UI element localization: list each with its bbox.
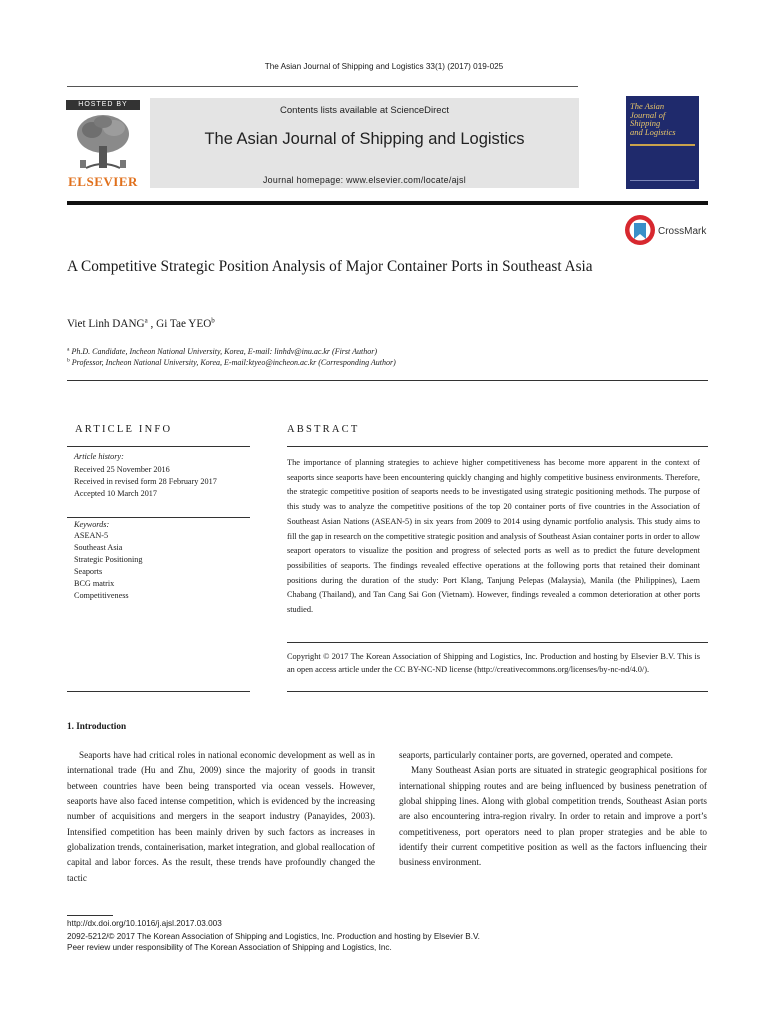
cover-decoration bbox=[630, 144, 695, 146]
history-item: Received 25 November 2016 bbox=[74, 465, 170, 474]
article-info-heading: ARTICLE INFO bbox=[75, 424, 173, 435]
section-rule bbox=[67, 380, 708, 381]
article-title: A Competitive Strategic Position Analysis of Major Container Ports in Southeast Asia bbox=[67, 258, 593, 275]
masthead-rule bbox=[67, 86, 578, 87]
keyword: ASEAN-5 bbox=[74, 531, 109, 540]
keyword: BCG matrix bbox=[74, 579, 115, 588]
abstract-heading: ABSTRACT bbox=[287, 424, 360, 435]
keywords-label: Keywords: bbox=[74, 520, 110, 529]
history-item: Accepted 10 March 2017 bbox=[74, 489, 157, 498]
keyword: Strategic Positioning bbox=[74, 555, 143, 564]
abstract-text: The importance of planning strategies to achieve higher competitiveness has become more apparent in the context of seaports since seaports have been encountering quickly changing and highly competitive business environments. Therefore, the strategic competitive position of seaports needs to be investigated using strategic positioning methods. The purpose of this study was to analyze the competitive positions of the top 20 container ports of five countries in the Association of Southeast Asian Nations (ASEAN-5) in six years from 2009 to 2014 using dynamic portfolio analysis. This study aims to fill the gap in research on the competitive strategic position and analysis of Southeast Asian container ports in order to allow seaport operators to visualize the position and progress of selected ports as well as to predict the future development possibilities of seaports. The findings revealed effective operations at the following ports that retained their dominant positions during the duration of the study: Port Klang, Tanjung Pelepas (Malaysia), Manila (the Philippines), Laem Chabang (Thailand), and Tan Cang Sai Gon (Vietnam). However, findings revealed a common deterioration at other ports studied. bbox=[287, 458, 700, 615]
crossmark-icon[interactable] bbox=[624, 214, 656, 246]
affiliation: $^a$ Ph.D. Candidate, Incheon National University, Korea, E-mail: linhdv@inu.ac.kr (First Author) bbox=[67, 346, 377, 356]
doi-link[interactable]: http://dx.doi.org/10.1016/j.ajsl.2017.03.003 bbox=[67, 919, 222, 928]
contents-available-line: Contents lists available at ScienceDirect bbox=[280, 105, 449, 116]
keyword: Seaports bbox=[74, 567, 103, 576]
journal-title: The Asian Journal of Shipping and Logistics bbox=[204, 130, 525, 148]
section-rule bbox=[287, 691, 708, 692]
running-header: The Asian Journal of Shipping and Logistics 33(1) (2017) 019-025 bbox=[264, 62, 504, 71]
author-separator: , bbox=[147, 318, 157, 330]
journal-cover bbox=[626, 96, 699, 189]
section-rule bbox=[67, 691, 250, 692]
keyword: Competitiveness bbox=[74, 591, 129, 600]
author-name[interactable]: Gi Tae YEO bbox=[156, 318, 212, 330]
cover-decoration bbox=[630, 180, 695, 181]
footnote-copyright: 2092-5212/© 2017 The Korean Association of Shipping and Logistics, Inc. Production and hosting by Elsevier B.V. bbox=[67, 932, 480, 941]
affiliation: $^b$ Professor, Incheon National University, Korea, E-mail:ktyeo@incheon.ac.kr (Corresponding Author) bbox=[67, 357, 396, 367]
footnote-rule bbox=[67, 915, 113, 916]
section-rule bbox=[287, 446, 708, 447]
paragraph: seaports, particularly container ports, are governed, operated and compete. bbox=[399, 750, 673, 760]
journal-banner bbox=[150, 98, 579, 188]
introduction-right-column bbox=[399, 748, 707, 871]
affiliation-mark: a bbox=[144, 316, 148, 325]
elsevier-logo bbox=[66, 100, 140, 189]
affiliation-mark: b bbox=[211, 316, 215, 325]
section-rule bbox=[67, 446, 250, 447]
cover-title: The Asian Journal of Shipping and Logistics bbox=[630, 101, 676, 137]
introduction-heading: 1. Introduction bbox=[67, 721, 127, 731]
history-label: Article history: bbox=[74, 452, 124, 461]
paragraph: Many Southeast Asian ports are situated in strategic geographical positions for international shipping routes and are being influenced by business penetration of global shipping lines. Along with global competition trends, Southeast Asian ports are also encountering intra-region rivalry. In order to retain and improve a port’s competitiveness, port operators need to plan proper strategies and be able to identify their current competitive position as well as the factors influencing their business environment. bbox=[399, 765, 707, 868]
hosted-by-label: HOSTED BY bbox=[66, 100, 140, 110]
section-rule bbox=[67, 517, 250, 518]
section-rule bbox=[287, 642, 708, 643]
footnote-peer-review: Peer review under responsibility of The Korean Association of Shipping and Logistics, Inc. bbox=[67, 943, 392, 952]
keyword: Southeast Asia bbox=[74, 543, 123, 552]
crossmark-label[interactable]: CrossMark bbox=[658, 226, 707, 237]
history-item: Received in revised form 28 February 2017 bbox=[74, 477, 217, 486]
copyright-notice: Copyright © 2017 The Korean Association of Shipping and Logistics, Inc. Production and hosting by Elsevier B.V. This is an open access article under the CC BY-NC-ND license (http://creativecommons.org/licenses/by-nc-nd/4.0/). bbox=[287, 652, 700, 675]
journal-homepage-line[interactable]: Journal homepage: www.elsevier.com/locate/ajsl bbox=[262, 175, 467, 185]
introduction-left-column: Seaports have had critical roles in national economic development as well as in international trade (Hu and Zhu, 2009) since the majority of goods in transit between countries have been being transported via ocean vessels. However, seaports have also faced intense competition, which is evidenced by the increasing number of acquisitions and mergers in the seaport industry (Panayides, 2003). Intensified competition has been mainly driven by such factors as increases in globalization trends, containerisation, market integration, and global reallocation of capital and labor forces. As the result, these trends have profoundly changed the tactic bbox=[67, 750, 375, 883]
author-name[interactable]: Viet Linh DANG bbox=[67, 318, 145, 330]
elsevier-wordmark: ELSEVIER bbox=[68, 174, 138, 189]
masthead-thick-rule bbox=[67, 201, 708, 205]
tree-icon bbox=[72, 112, 134, 172]
author-list bbox=[67, 318, 215, 330]
